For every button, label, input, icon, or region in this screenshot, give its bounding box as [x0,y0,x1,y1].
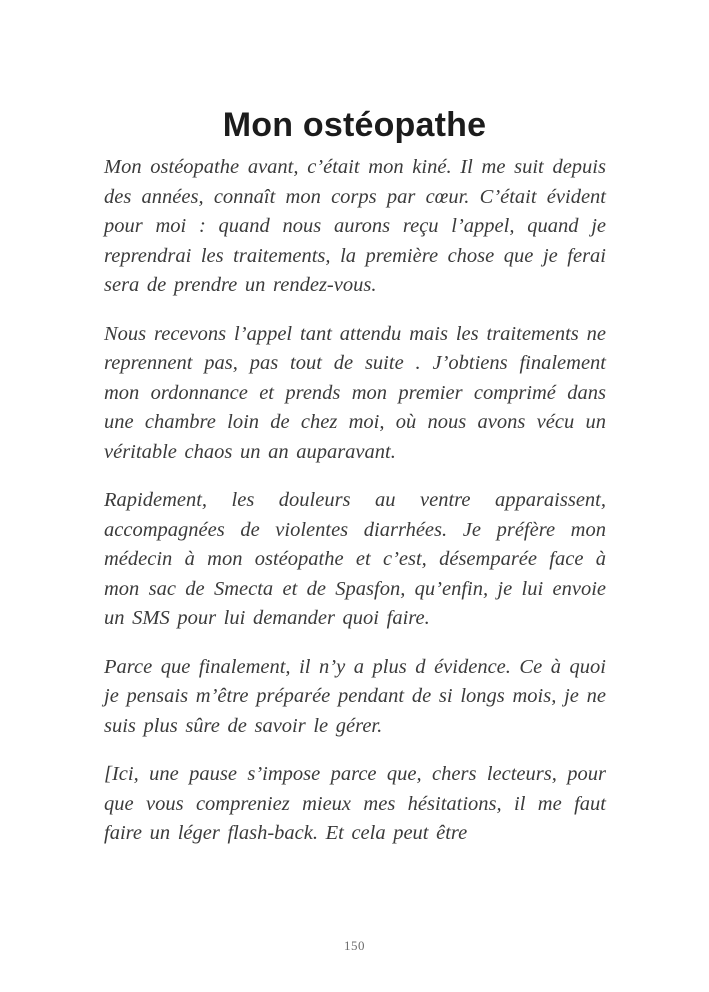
paragraph: Parce que finalement, il n’y a plus d évidence. Ce à quoi je pensais m’être préparée pendant de si longs mois, je ne suis plus sûre de savoir le gérer. [104,655,606,737]
paragraph: Nous recevons l’appel tant attendu mais les traitements ne reprennent pas, pas tout de suite . J’obtiens finalement mon ordonnance et prends mon premier comprimé dans une chambre loin de chez moi, où nous avons vécu un véritable chaos un an auparavant. [104,322,606,463]
paragraph: Mon ostéopathe avant, c’était mon kiné. Il me suit depuis des années, connaît mon corps par cœur. C’était évident pour moi : quand nous aurons reçu l’appel, quand je reprendrai les traitements, la première chose que je ferai sera de prendre un rendez-vous. [104,156,606,296]
page-title: Mon ostéopathe [222,105,487,144]
paragraph: Rapidement, les douleurs au ventre apparaissent, accompagnées de violentes diarrhées. Je préfère mon médecin à mon ostéopathe et c’est, désemparée face à mon sac de Smecta et de Spasfon, qu’enfin, je lui envoie un SMS pour lui demander quoi faire. [104,489,606,629]
paragraph: [Ici, une pause s’impose parce que, chers lecteurs, pour que vous compreniez mieux mes hésitations, il me faut faire un léger flash-back. Et cela peut être [104,763,606,844]
body-text [104,153,606,868]
page-number: 150 [344,938,365,953]
